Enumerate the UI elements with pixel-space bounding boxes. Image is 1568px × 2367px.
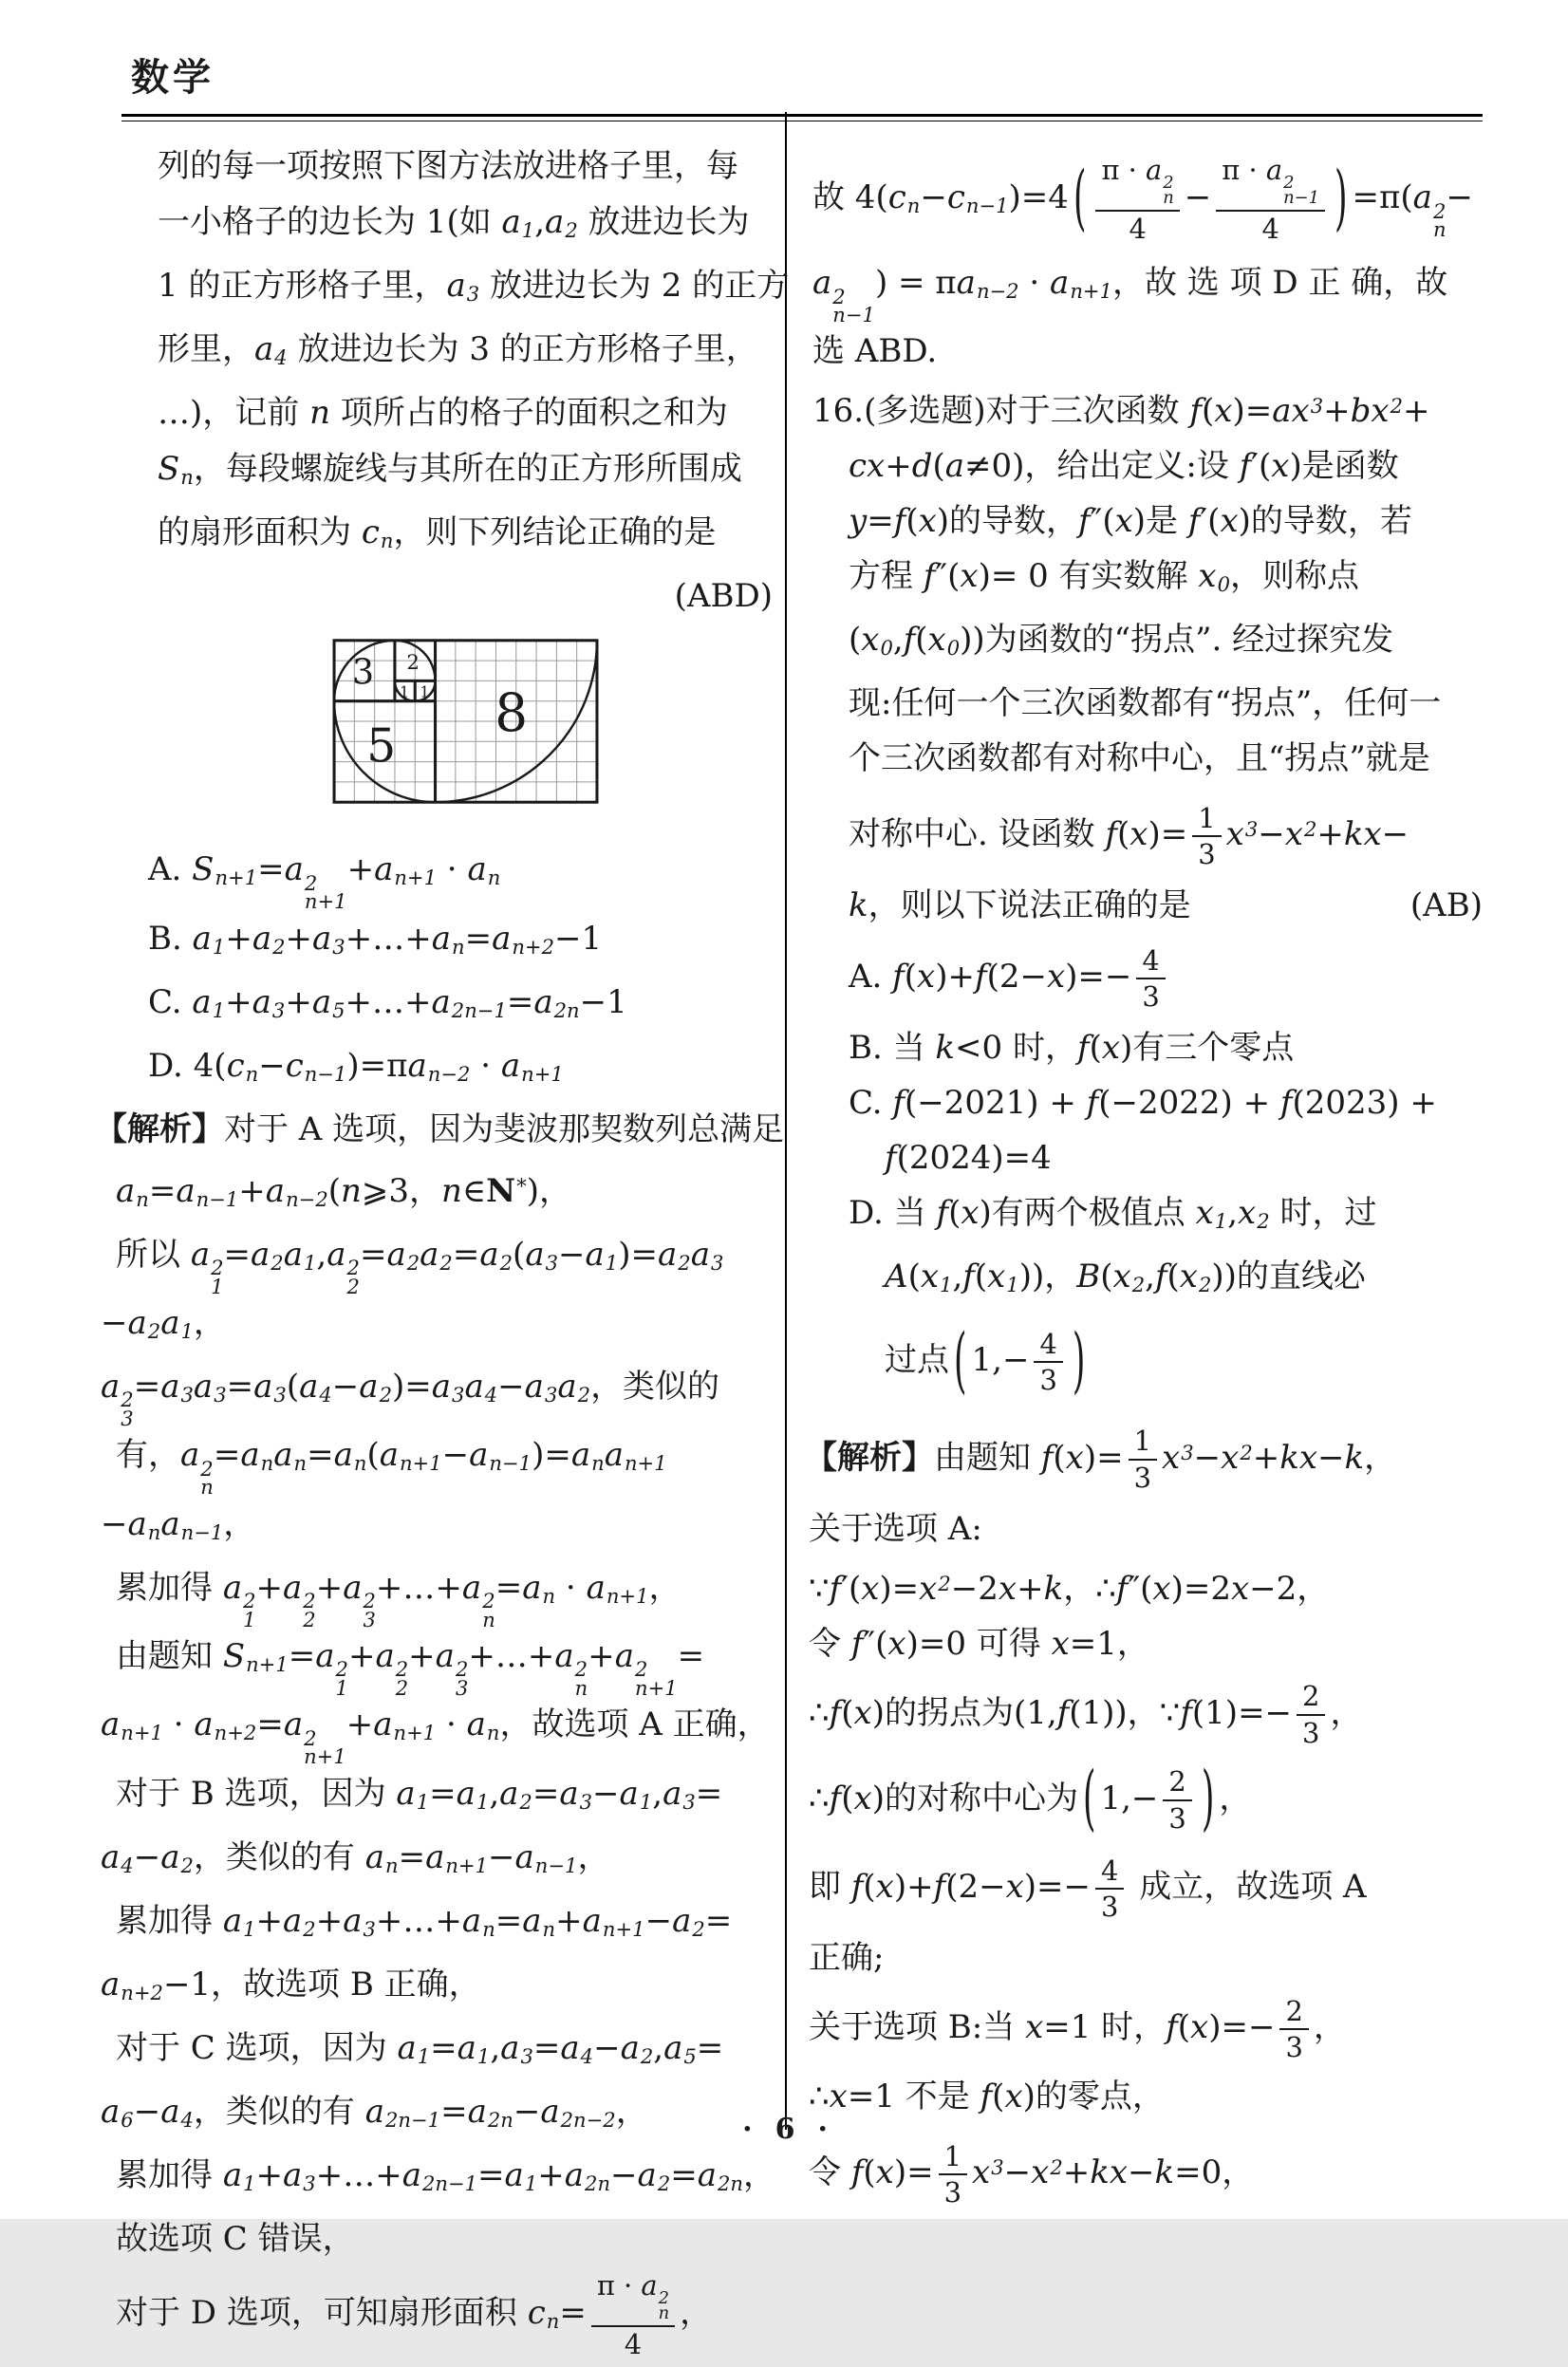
analysis-label-line: 【解析】对于 A 选项，因为斐波那契数列总满足 bbox=[95, 1109, 785, 1148]
big-paren: ) bbox=[1335, 158, 1348, 240]
option-16c: C. f(−2021) + f(−2022) + f(2023) + bbox=[849, 1084, 1437, 1123]
text-line: cx+d(a≠0)，给出定义:设 f′(x)是函数 bbox=[849, 447, 1399, 486]
text-line: 一小格子的边长为 1(如 a1,a2 放进边长为 bbox=[158, 203, 750, 243]
fraction: $\frac{2}{3}$ bbox=[1297, 1682, 1325, 1747]
text-line: 的扇形面积为 cn，则下列结论正确的是 bbox=[158, 513, 717, 553]
text-line: 1 的正方形格子里，a3 放进边长为 2 的正方 bbox=[158, 267, 790, 307]
big-paren: ( bbox=[1082, 1759, 1096, 1841]
text-line: 故选项 C 错误， bbox=[116, 2219, 355, 2258]
footer-page-value: 6 bbox=[775, 2113, 795, 2146]
fraction: $\frac{1}{3}$ bbox=[939, 2142, 967, 2208]
text-line: f(2024)=4 bbox=[885, 1139, 1052, 1178]
text-line: ∴f(x)的对称中心为 ( 1,− $\frac{2}{3}$ ) ， bbox=[805, 1755, 1483, 1844]
text-line: (x0,f(x0))为函数的“拐点”. 经过探究发 bbox=[849, 621, 1394, 661]
text-line: 选 ABD. bbox=[812, 332, 938, 371]
square-size-label: 1 bbox=[399, 682, 410, 701]
fraction: $\frac{4}{3}$ bbox=[1034, 1330, 1062, 1395]
option-b: B. a1+a2+a3+…+an=an+2−1 bbox=[148, 919, 603, 959]
text-line: a 2 n−1 ) = πan−2 · an+1，故 选 项 D 正 确，故 bbox=[812, 264, 1448, 326]
text-line: 关于选项 A: bbox=[809, 1509, 982, 1548]
text-line: 令 f(x)= $\frac{1}{3}$ $x^3-x^2+kx-k=0$， bbox=[809, 2139, 1255, 2209]
square-size-label: 1 bbox=[420, 682, 430, 701]
page-title: 数学 bbox=[131, 55, 215, 100]
text-line: 累加得 a 2 1 +a 2 2 +a 2 3 +…+a 2 n =an · an+1， bbox=[116, 1568, 681, 1631]
text-line: −a2a1， bbox=[101, 1303, 226, 1343]
square-size-label: 3 bbox=[351, 651, 375, 693]
text-line: ∴f(x)的拐点为(1,f(1))，∵f(1)=− $\frac{2}{3}$ ， bbox=[809, 1680, 1363, 1749]
option-16d: D. 当 f(x)有两个极值点 x1,x2 时，过 bbox=[849, 1194, 1377, 1234]
fraction: $\frac{1}{3}$ bbox=[1192, 804, 1221, 869]
text-line: $\because f'(x)=x^2-2x+k$，∴f″(x)=2x−2， bbox=[809, 1569, 1330, 1608]
text-line: 有，a 2 n =anan=an(an+1−an−1)=anan+1 bbox=[116, 1436, 667, 1500]
fibonacci-spiral-figure bbox=[332, 638, 599, 813]
text-line: y=f(x)的导数，f″(x)是 f′(x)的导数，若 bbox=[849, 502, 1412, 541]
option-16a: A. f(x)+f(2−x)=− $\frac{4}{3}$ bbox=[805, 933, 1483, 1020]
text-line: A(x1,f(x1))，B(x2,f(x2))的直线必 bbox=[885, 1258, 1366, 1297]
fraction: $\frac{4}{3}$ bbox=[1136, 946, 1165, 1012]
option-c: C. a1+a3+a5+…+a2n−1=a2n−1 bbox=[148, 982, 627, 1022]
text-line: a 2 3 =a3a3=a3(a4−a2)=a3a4−a3a2，类似的 bbox=[101, 1367, 720, 1430]
text-line: 即 f(x)+f(2−x)=− $\frac{4}{3}$ 成立，故选项 A bbox=[809, 1854, 1367, 1924]
text-line: 正确; bbox=[809, 1939, 885, 1978]
text-line: 累加得 a1+a2+a3+…+an=an+an+1−a2= bbox=[116, 1901, 733, 1941]
square-size-label: 8 bbox=[495, 682, 529, 744]
text-line: ∴x=1 不是 f(x)的零点， bbox=[809, 2078, 1165, 2116]
footer-dot-left: · bbox=[742, 2113, 753, 2146]
question-16: 16.(多选题)对于三次函数 $f(x)=ax^3+bx^2+$ bbox=[812, 392, 1430, 431]
text-line: 对称中心. 设函数 f(x)= $\frac{1}{3}$ $x^3-x^2+kx-$ bbox=[849, 801, 1409, 871]
text-line: 故 4(cn−cn−1)=4 ( π · a 2 n 4 − π · a 2 n−1 4 ) =π(a 2 n − bbox=[805, 148, 1483, 255]
text-line: 过点 ( 1,− $\frac{4}{3}$ ) bbox=[805, 1313, 1483, 1409]
text-line: 对于 C 选项，因为 a1=a1,a3=a4−a2,a5= bbox=[116, 2028, 724, 2068]
text-line: 对于 D 选项，可知扇形面积 cn= π · a 2 n 4 ， bbox=[116, 2268, 713, 2360]
footer-dot-right: · bbox=[817, 2113, 828, 2146]
text-line: 对于 B 选项，因为 a1=a1,a2=a3−a1,a3= bbox=[116, 1774, 723, 1814]
option-d: D. 4(cn−cn−1)=πan−2 · an+1 bbox=[148, 1046, 564, 1086]
answer-key: (AB) bbox=[1409, 886, 1483, 925]
square-size-label: 5 bbox=[366, 719, 397, 773]
fraction: π · a 2 n 4 bbox=[1095, 156, 1179, 243]
text-line: 列的每一项按照下图方法放进格子里，每 bbox=[158, 147, 738, 185]
analysis-label-line: 【解析】由题知 f(x)= $\frac{1}{3}$ $x^3-x^2+kx-k$， bbox=[805, 1425, 1397, 1494]
text-line: 形里，a4 放进边长为 3 的正方形格子里， bbox=[158, 330, 758, 370]
left-column bbox=[95, 135, 790, 2367]
text-line: a4−a2，类似的有 an=an+1−an−1， bbox=[101, 1837, 610, 1877]
big-paren: ) bbox=[1072, 1320, 1086, 1403]
fraction: $\frac{1}{3}$ bbox=[1129, 1426, 1157, 1492]
answer-key: (ABD) bbox=[674, 577, 773, 616]
answer-ab: (AB) k，则以下说法正确的是 bbox=[805, 878, 1483, 933]
text-line: Sn，每段螺旋线与其所在的正方形所围成 bbox=[158, 450, 742, 490]
text-line: 令 f″(x)=0 可得 x=1， bbox=[809, 1624, 1149, 1663]
text-line: 关于选项 B:当 x=1 时，f(x)=− $\frac{2}{3}$ ， bbox=[809, 1995, 1346, 2064]
right-column bbox=[805, 135, 1483, 2216]
text-line: an=an−1+an−2(n⩾3，n∈N*)， bbox=[116, 1171, 571, 1211]
text-line: 所以 a 2 1 =a2a1,a 2 2 =a2a2=a2(a3−a1)=a2a3 bbox=[116, 1235, 724, 1298]
text-line: a6−a4，类似的有 a2n−1=a2n−a2n−2， bbox=[101, 2092, 648, 2132]
option-16b: B. 当 k<0 时，f(x)有三个零点 bbox=[849, 1029, 1295, 1068]
fraction: $\frac{2}{3}$ bbox=[1279, 1997, 1308, 2062]
fraction: π · a 2 n 4 bbox=[591, 2271, 675, 2358]
fraction: π · a 2 n−1 4 bbox=[1216, 156, 1325, 243]
page-number bbox=[714, 2113, 856, 2146]
text-line: 个三次函数都有对称中心，且“拐点”就是 bbox=[849, 739, 1430, 778]
answer-abd bbox=[95, 568, 773, 624]
text-line: …)，记前 n 项所占的格子的面积之和为 bbox=[158, 394, 728, 433]
text-line: 由题知 Sn+1=a 2 1 +a 2 2 +a 2 3 +…+a 2 n +a 2 n+1 = bbox=[116, 1636, 705, 1700]
text-line: an+2−1，故选项 B 正确， bbox=[101, 1965, 481, 2004]
big-paren: ( bbox=[1073, 158, 1087, 240]
fraction: $\frac{4}{3}$ bbox=[1095, 1856, 1124, 1922]
text-line: −anan−1， bbox=[101, 1504, 256, 1544]
text-line: 方程 f″(x)= 0 有实数解 x0，则称点 bbox=[849, 557, 1359, 597]
column-divider bbox=[785, 112, 787, 2130]
big-paren: ) bbox=[1201, 1759, 1215, 1841]
option-a: A. Sn+1=a 2 n+1 +an+1 · an bbox=[148, 850, 501, 914]
big-paren: ( bbox=[954, 1320, 967, 1403]
text-line: 累加得 a1+a3+…+a2n−1=a1+a2n−a2=a2n， bbox=[116, 2155, 776, 2195]
square-size-label: 2 bbox=[406, 651, 420, 676]
fraction: $\frac{2}{3}$ bbox=[1163, 1767, 1191, 1833]
text-line: an+1 · an+2=a 2 n+1 +an+1 · an，故选项 A 正确， bbox=[101, 1705, 770, 1769]
text-line: 现:任何一个三次函数都有“拐点”，任何一 bbox=[849, 684, 1442, 723]
header-double-rule bbox=[121, 114, 1483, 121]
